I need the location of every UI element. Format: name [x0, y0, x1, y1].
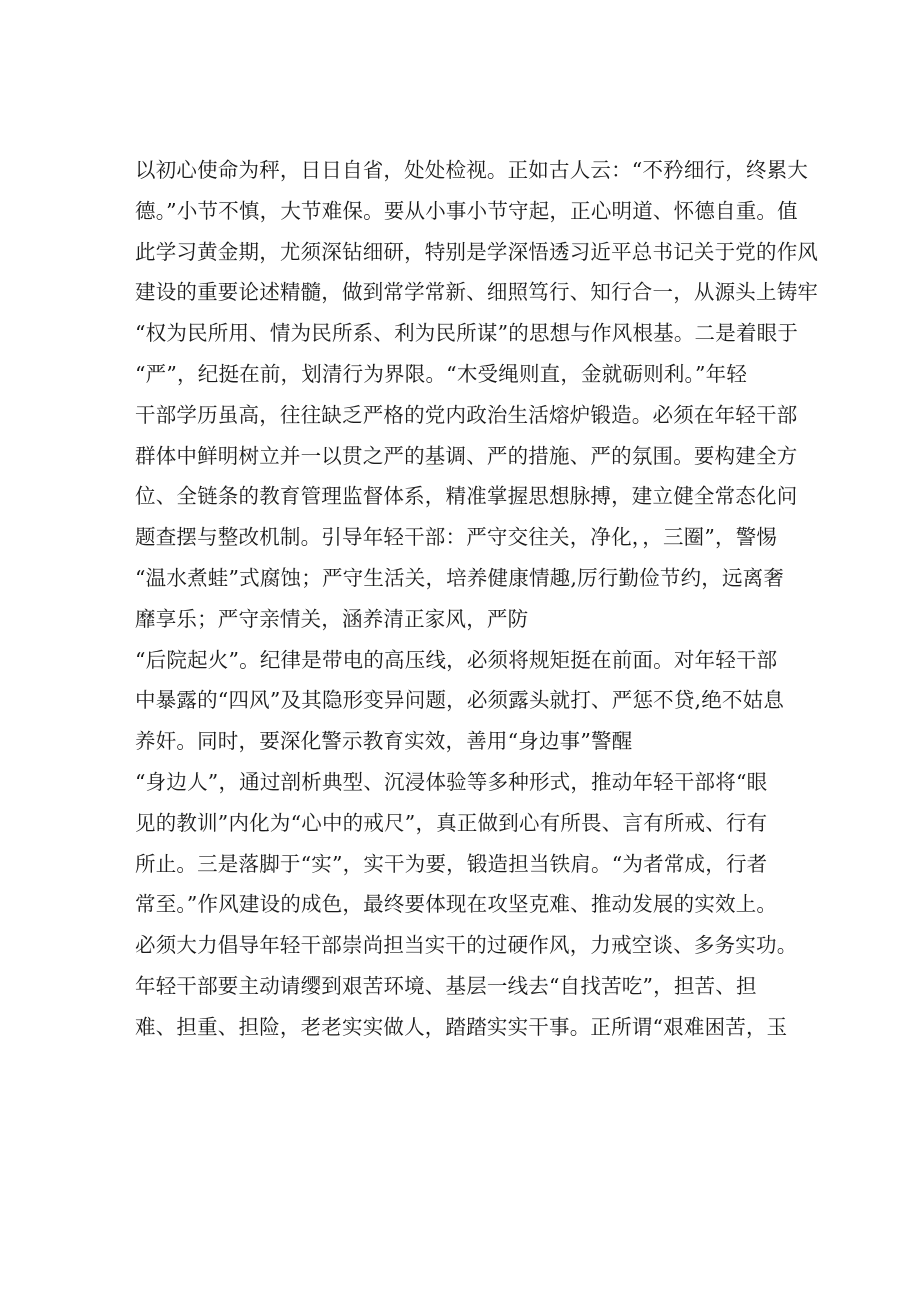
text-line: 干部学历虽高，往往缺乏严格的党内政治生活熔炉锻造。必须在年轻干部	[135, 402, 798, 427]
text-line: “温水煮蛙”式腐蚀；严守生活关，培养健康情趣,厉行勤俭节约，远离奢	[135, 565, 785, 590]
text-line: “严”，纪挺在前，划清行为界限。“木受绳则直，金就砺则利。”年轻	[135, 361, 748, 386]
text-line: 德。”小节不慎，大节难保。要从小事小节守起，正心明道、怀德自重。值	[135, 198, 798, 223]
text-line: 难、担重、担险，老老实实做人，踏踏实实干事。正所谓“艰难困苦，玉	[135, 1014, 788, 1039]
text-line: 养奸。同时，要深化警示教育实效，善用“身边事”警醒	[135, 729, 633, 754]
text-line: 题查摆与整改机制。引导年轻干部：严守交往关，净化，，三圈”，警惕	[135, 525, 778, 550]
text-line: “后院起火”。纪律是带电的高压线，必须将规矩挺在前面。对年轻干部	[135, 647, 778, 672]
text-line: 靡享乐；严守亲情关，涵养清正家风，严防	[135, 606, 529, 631]
text-line: 年轻干部要主动请缨到艰苦环境、基层一线去“自找苦吃”，担苦、担	[135, 973, 757, 998]
text-line: 以初心使命为秤，日日自省，处处检视。正如古人云：“不矜细行，终累大	[135, 158, 809, 182]
text-line: 所止。三是落脚于“实”，实干为要，锻造担当铁肩。“为者常成，行者	[135, 851, 768, 876]
body-text	[135, 150, 819, 1048]
text-line: 建设的重要论述精髓，做到常学常新、细照笃行、知行合一，从源头上铸牢	[135, 280, 819, 305]
text-line: “身边人”，通过剖析典型、沉浸体验等多种形式，推动年轻干部将“眼	[135, 769, 768, 794]
text-line: 必须大力倡导年轻干部崇尚担当实干的过硬作风，力戒空谈、多务实功。	[135, 933, 798, 958]
text-line: 常至。”作风建设的成色，最终要体现在攻坚克难、推动发展的实效上。	[135, 892, 778, 917]
text-line: 群体中鲜明树立并一以贯之严的基调、严的措施、严的氛围。要构建全方	[135, 443, 798, 468]
text-line: “权为民所用、情为民所系、利为民所谋”的思想与作风根基。二是着眼于	[135, 321, 799, 346]
text-line: 见的教训”内化为“心中的戒尺”，真正做到心有所畏、言有所戒、行有	[135, 810, 768, 835]
text-line: 此学习黄金期，尤须深钻细研，特别是学深悟透习近平总书记关于党的作风	[135, 239, 819, 264]
text-line: 中暴露的“四风”及其隐形变异问题，必须露头就打、严惩不贷,绝不姑息	[135, 688, 785, 713]
text-line: 位、全链条的教育管理监督体系，精准掌握思想脉搏，建立健全常态化问	[135, 484, 798, 509]
